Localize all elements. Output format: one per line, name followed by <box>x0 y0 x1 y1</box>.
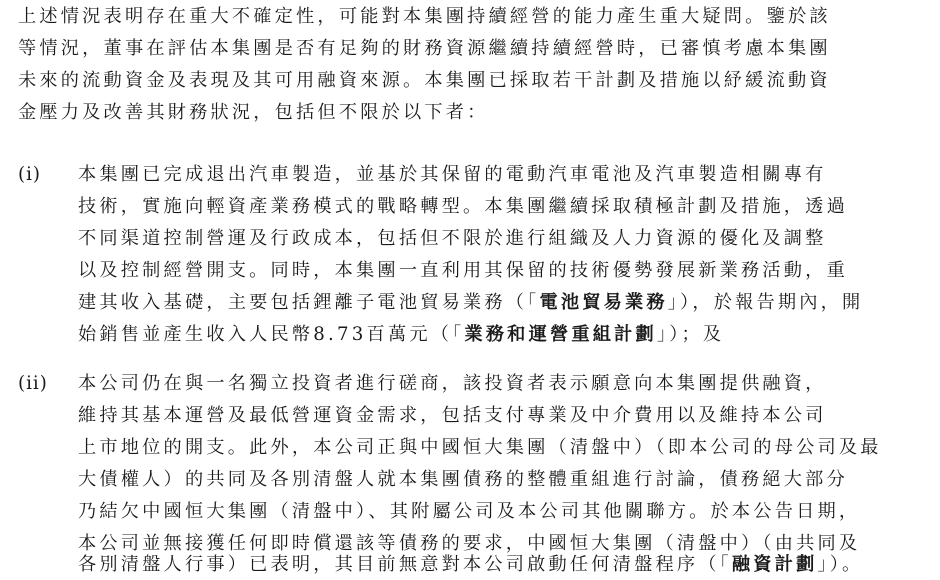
item-i-line-6-text: 始銷售並產生收入人民幣8.73百萬元（「 <box>78 324 465 345</box>
item-ii-line-7-text: 各別清盤人行事）已表明，其目前無意對本公司啟動任何清盤程序（「 <box>78 554 732 575</box>
item-ii-line-7 <box>78 552 863 578</box>
list-marker-i: (i) <box>18 164 42 185</box>
item-i-line-5 <box>78 290 863 316</box>
item-i-line-4: 以及控制經營開支。同時，本集團一直利用其保留的技術優勢發展新業務活動，重 <box>78 260 848 281</box>
list-marker-ii: (ii) <box>18 373 48 394</box>
intro-line-4: 金壓力及改善其財務狀況，包括但不限於以下者： <box>18 102 489 123</box>
intro-line-3: 未來的流動資金及表現及其可用融資來源。本集團已採取若干計劃及措施以紓緩流動資 <box>18 70 831 91</box>
intro-line-1: 上述情況表明存在重大不確定性，可能對本集團持續經營的能力產生重大疑問。鑒於該 <box>18 6 831 27</box>
battery-trading-business-term: 電池貿易業務 <box>539 292 668 313</box>
financing-plan-term: 融資計劃 <box>731 554 818 575</box>
item-ii-line-5: 乃結欠中國恒大集團（清盤中）、其附屬公司及本公司其他關聯方。於本公告日期， <box>78 501 861 522</box>
item-ii-line-4: 大債權人）的共同及各別清盤人就本集團債務的整體重組進行討論，債務絕大部分 <box>78 469 848 490</box>
item-ii-line-6: 本公司並無接獲任何即時償還該等債務的要求，中國恒大集團（清盤中）（由共同及 <box>78 533 861 554</box>
item-i-line-2: 技術，實施向輕資產業務模式的戰略轉型。本集團繼續採取積極計劃及措施，透過 <box>78 196 848 217</box>
item-i-line-6-tail: 」）；及 <box>656 324 725 345</box>
item-i-line-5-text: 建其收入基礎，主要包括鋰離子電池貿易業務（「 <box>78 292 540 313</box>
item-ii-line-1: 本公司仍在與一名獨立投資者進行磋商，該投資者表示願意向本集團提供融資， <box>78 373 827 394</box>
item-i-line-1: 本集團已完成退出汽車製造，並基於其保留的電動汽車電池及汽車製造相關專有 <box>78 164 827 185</box>
item-i-line-3: 不同渠道控制營運及行政成本，包括但不限於進行組織及人力資源的優化及調整 <box>78 228 827 249</box>
item-i-line-6 <box>78 322 724 348</box>
item-ii-line-2: 維持其基本運營及最低營運資金需求，包括支付專業及中介費用以及維持本公司 <box>78 405 827 426</box>
item-ii-line-7-tail: 」）。 <box>817 554 864 575</box>
intro-line-2: 等情況，董事在評估本集團是否有足夠的財務資源繼續持續經營時，已審慎考慮本集團 <box>18 38 831 59</box>
item-i-line-5-tail: 」），於報告期內，開 <box>667 292 864 313</box>
item-ii-line-3: 上市地位的開支。此外，本公司正與中國恒大集團（清盤中）（即本公司的母公司及最 <box>78 437 882 458</box>
restructuring-plan-term: 業務和運營重組計劃 <box>464 324 657 345</box>
